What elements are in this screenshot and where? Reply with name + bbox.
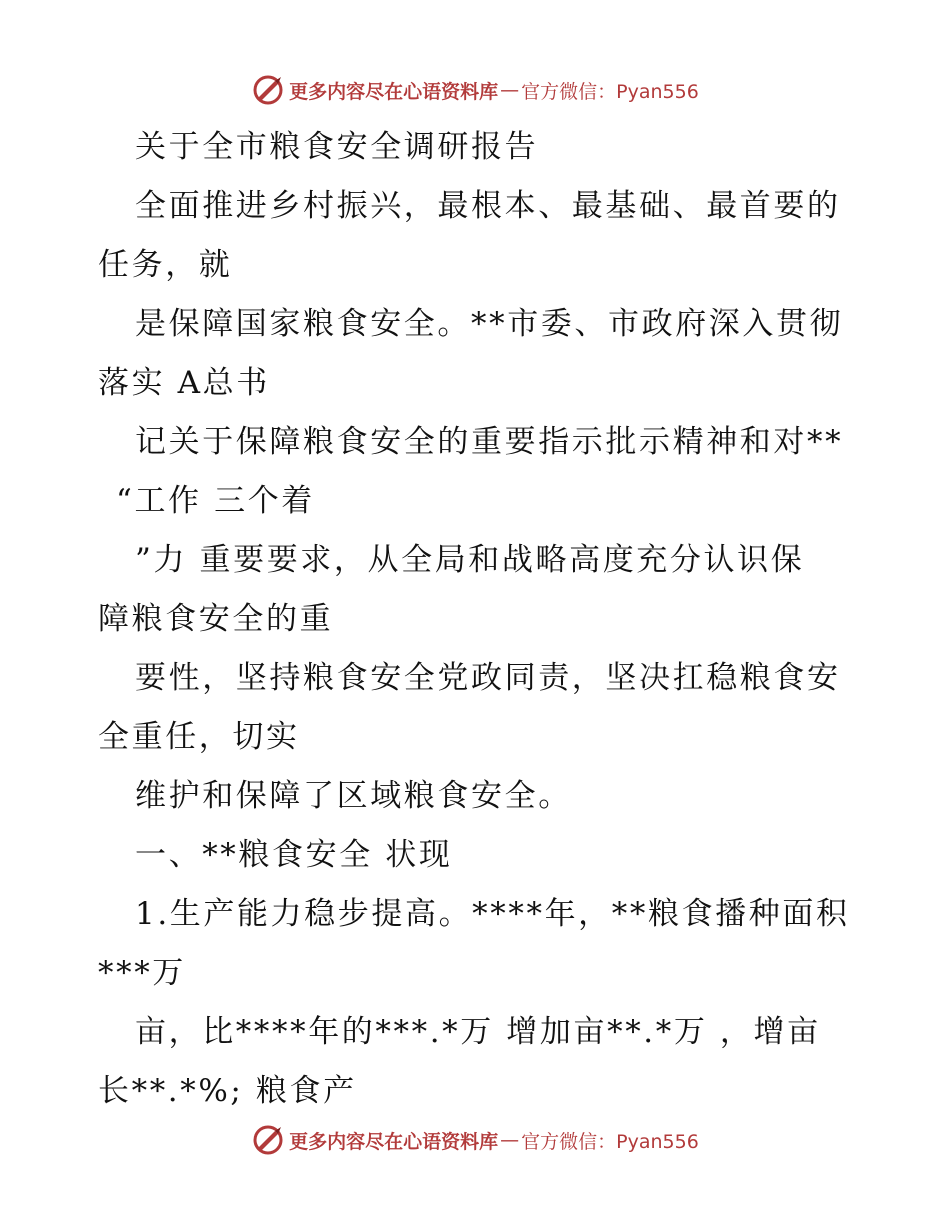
paragraph-line: 全重任，切实 bbox=[98, 719, 300, 755]
document-body bbox=[98, 118, 858, 1121]
footer-banner-title: 更多内容尽在心语资料库 bbox=[289, 1130, 499, 1153]
paragraph-line: 落实 A总书 bbox=[98, 365, 270, 401]
footer-banner-contact: 官方微信：Pyan556 bbox=[521, 1130, 699, 1153]
header-banner-contact: 官方微信：Pyan556 bbox=[521, 80, 699, 103]
paragraph-line: 要性，坚持粮食安全党政同责，坚决扛稳粮食安 bbox=[135, 660, 841, 696]
feather-pen-logo-icon bbox=[251, 73, 285, 107]
footer-banner bbox=[0, 1120, 950, 1160]
paragraph-line: 是保障国家粮食安全。**市委、市政府深入贯彻 bbox=[135, 306, 844, 342]
paragraph-line: 记关于保障粮食安全的重要指示批示精神和对** bbox=[135, 424, 844, 460]
paragraph-line: 全面推进乡村振兴，最根本、最基础、最首要的 bbox=[135, 188, 841, 224]
section-heading: 一、**粮食安全 状现 bbox=[135, 837, 453, 873]
header-banner-separator: — bbox=[500, 79, 520, 101]
paragraph-line: 长**.*%; 粮食产 bbox=[98, 1073, 357, 1109]
header-banner-title: 更多内容尽在心语资料库 bbox=[289, 80, 499, 103]
footer-banner-separator: — bbox=[500, 1129, 520, 1151]
paragraph-line: ”力 重要要求，从全局和战略高度充分认识保 bbox=[135, 542, 805, 578]
header-banner bbox=[0, 70, 950, 110]
paragraph-line: 维护和保障了区域粮食安全。 bbox=[135, 778, 572, 814]
paragraph-line: “工作 三个着 bbox=[116, 483, 315, 519]
paragraph-line: 任务，就 bbox=[98, 247, 233, 283]
paragraph-line: 障粮食安全的重 bbox=[98, 601, 334, 637]
paragraph-line: 亩，比****年的***.*万 增加亩**.*万 ，增亩 bbox=[135, 1014, 821, 1050]
document-title: 关于全市粮食安全调研报告 bbox=[135, 129, 539, 165]
feather-pen-logo-icon bbox=[251, 1123, 285, 1157]
paragraph-line: ***万 bbox=[98, 955, 186, 991]
paragraph-line: 1.生产能力稳步提高。****年，**粮食播种面积 bbox=[135, 896, 850, 932]
